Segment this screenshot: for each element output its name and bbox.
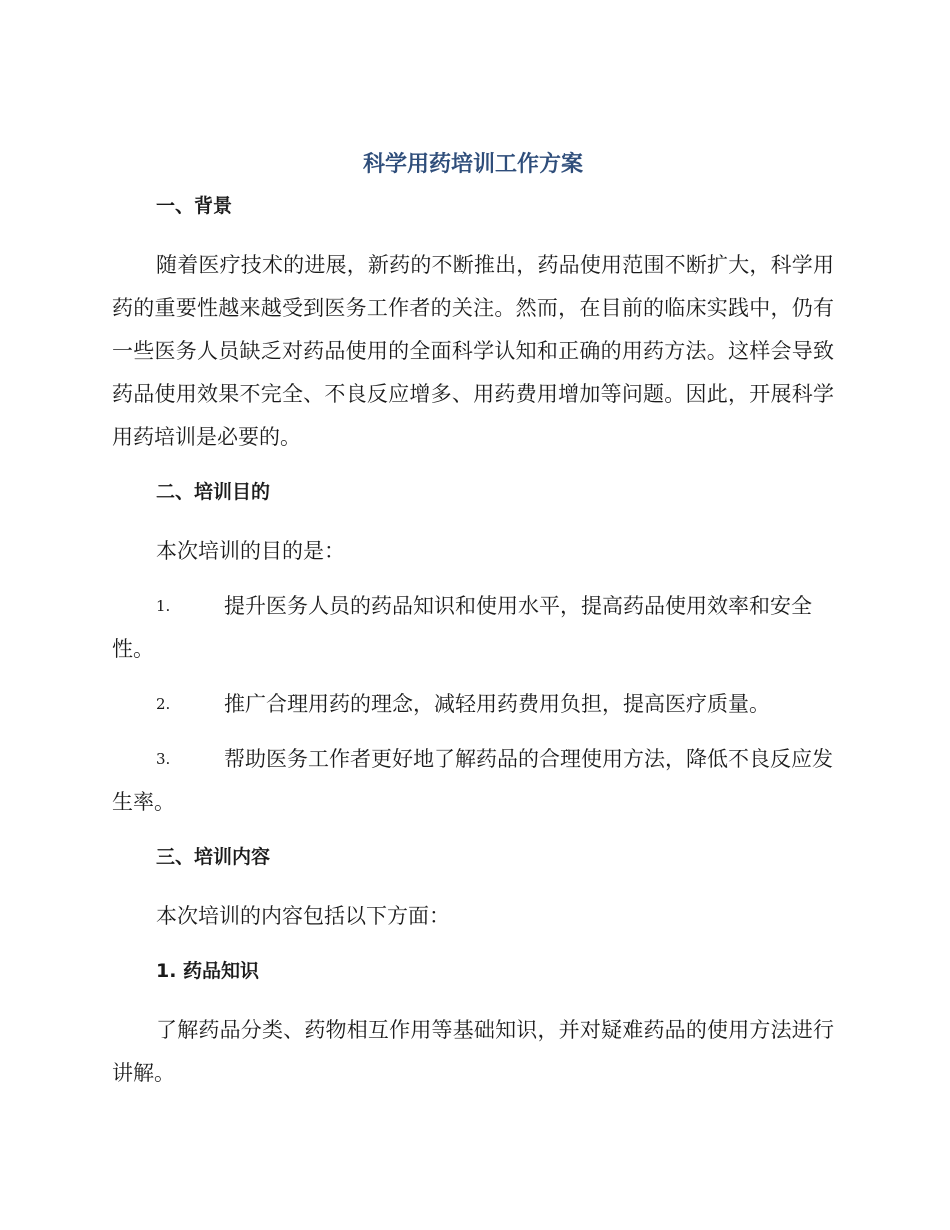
document-title: 科学用药培训工作方案 [362,152,583,177]
goal-item-2 [112,683,834,726]
section-heading-background: 一、背景 [156,195,233,217]
goal-item-2-text: 推广合理用药的理念，减轻用药费用负担，提高医疗质量。 [224,692,770,716]
document-page [112,148,834,1095]
goal-item-1-text: 提升医务人员的药品知识和使用水平，提高药品使用效率和安全性。 [112,594,812,661]
goal-item-1-number: 1. [156,597,171,615]
goal-item-3-text: 帮助医务工作者更好地了解药品的合理使用方法，降低不良反应发生率。 [112,747,833,814]
subheading-drug-knowledge: 1. 药品知识 [156,960,260,982]
goal-item-3-number: 3. [156,750,171,768]
goals-intro: 本次培训的目的是： [156,539,345,563]
background-paragraph: 随着医疗技术的进展，新药的不断推出，药品使用范围不断扩大，科学用药的重要性越来越受到医务工作者的关注。然而，在目前的临床实践中，仍有一些医务人员缺乏对药品使用的全面科学认知和正确的用药方法。这样会导致药品使用效果不完全、不良反应增多、用药费用增加等问题。因此，开展科学用药培训是必要的。 [112,253,834,449]
drug-knowledge-paragraph: 了解药品分类、药物相互作用等基础知识，并对疑难药品的使用方法进行讲解。 [112,1018,834,1085]
section-heading-goals: 二、培训目的 [156,481,271,503]
goal-item-2-number: 2. [156,695,171,713]
section-heading-content: 三、培训内容 [156,846,271,868]
goal-item-3 [112,738,834,824]
goal-item-1 [112,585,834,671]
content-intro: 本次培训的内容包括以下方面： [156,904,450,928]
